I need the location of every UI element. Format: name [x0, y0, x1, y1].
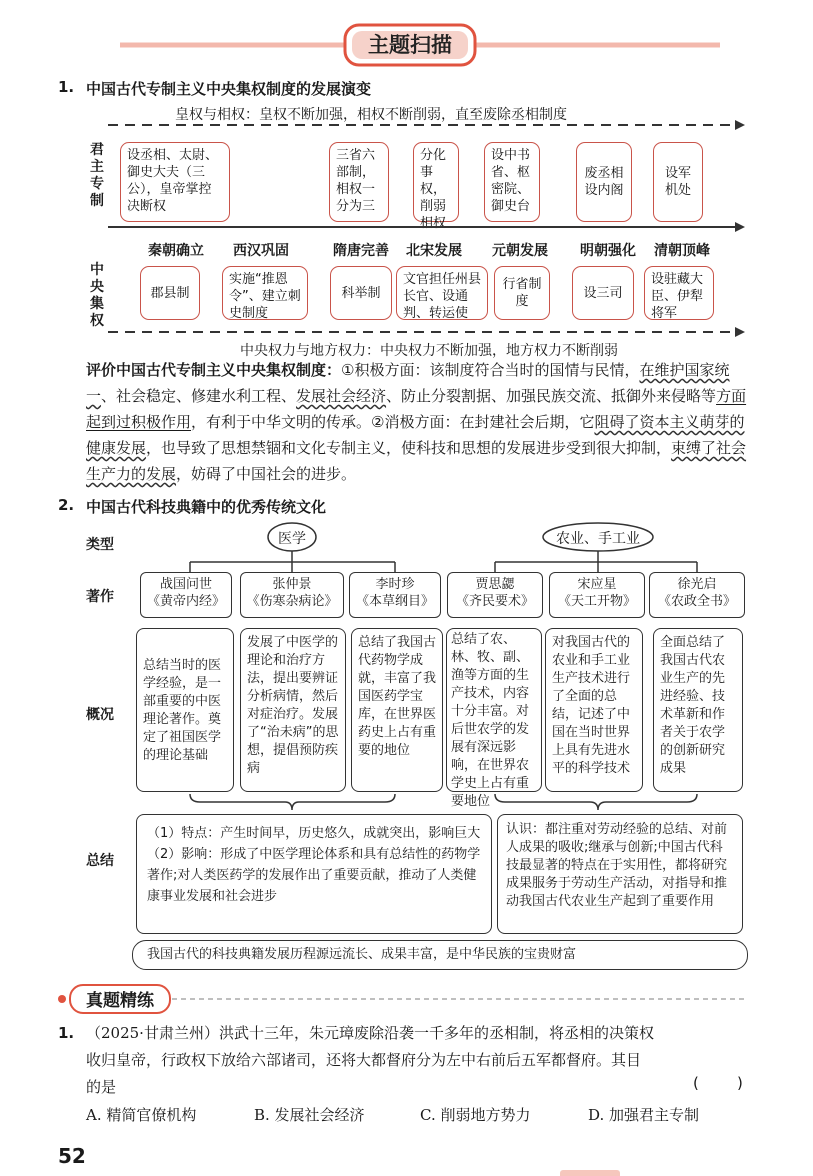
- era-yuan: 元朝发展: [492, 243, 548, 259]
- eval-text-4: ，有利于中华文明的传承。②消极方面：在封建社会后期，它: [191, 413, 595, 431]
- question-stem: [86, 1020, 756, 1101]
- overview-huangdi: 总结当时的医学经验，是一部重要的中医理论著作。奠定了祖国医学的理论基础: [136, 628, 234, 792]
- answer-blank[interactable]: ( ): [693, 1074, 743, 1092]
- label-type: 类型: [86, 537, 114, 553]
- book-author: 张仲景: [272, 577, 312, 592]
- page-number: 52: [58, 1144, 86, 1168]
- type-tree-connectors: [0, 520, 813, 576]
- box-qing-monarchy: 设军机处: [653, 142, 703, 222]
- box-han-central: 实施“推恩令”、建立刺史制度: [222, 266, 308, 320]
- bottom-tab-decoration: [560, 1170, 620, 1176]
- evaluation-paragraph: [86, 357, 756, 487]
- eval-text-6: ，妨碍了中国社会的进步。: [176, 465, 357, 483]
- summary-braces: [0, 792, 813, 816]
- option-a[interactable]: A. 精简官僚机构: [86, 1106, 197, 1124]
- summary-features: （1）特点：产生时间早，历史悠久，成就突出，影响巨大: [147, 826, 481, 841]
- option-c[interactable]: C. 削弱地方势力: [420, 1106, 531, 1124]
- eval-text-3: 、防止分裂割据、加强民族交流、抵御外来侵略等: [386, 387, 717, 405]
- box-song-central: 文官担任州县长官、设通判、转运使: [396, 266, 488, 320]
- box-qing-central: 设驻藏大臣、伊犁将军: [644, 266, 714, 320]
- question-source: （2025·甘肃兰州）: [86, 1024, 219, 1042]
- section1-heading: 中国古代专制主义中央集权制度的发展演变: [86, 80, 372, 98]
- book-title: 《齐民要术》: [455, 594, 534, 609]
- box-suitang-monarchy: 三省六部制，相权一分为三: [329, 142, 389, 222]
- overview-tiangong: 对我国古代的农业和手工业生产技术进行了全面的总结，记述了中国在当时世界上具有先进水平的科学技术: [545, 628, 643, 792]
- section2-number: 2.: [58, 496, 75, 514]
- eval-key-economy: 发展社会经济: [296, 387, 387, 405]
- summary-influence: （2）影响：形成了中医学理论体系和具有总结性的药物学著作;对人类医药学的发展作出了重要贡献，推动了人类健康事业发展和社会进步: [147, 847, 481, 904]
- option-d[interactable]: D. 加强君主专制: [588, 1106, 700, 1124]
- label-works: 著作: [86, 589, 114, 605]
- book-huangdi-neijing: [140, 572, 232, 618]
- book-title: 《伤寒杂病论》: [246, 594, 338, 609]
- eval-key-capitalism: 阻碍了资本主义萌芽的健康发展: [86, 413, 745, 457]
- overview-shanghan: 发展了中医学的理论和治疗方法，提出要辨证分析病情，然后对症治疗。发展了“治未病”的思想，提倡预防疾病: [240, 628, 346, 792]
- book-tiangong: [549, 572, 645, 618]
- book-title: 《农政全书》: [657, 594, 736, 609]
- bottom-arrow-label: 中央权力与地方权力：中央权力不断加强，地方权力不断削弱: [240, 343, 618, 359]
- evaluation-title: 评价中国古代专制主义中央集权制度：: [86, 361, 342, 379]
- box-ming-monarchy: 废丞相设内阁: [576, 142, 632, 222]
- row-label-monarchy: 君主专制: [90, 142, 104, 209]
- top-dashed-arrow: [0, 118, 813, 132]
- option-b[interactable]: B. 发展社会经济: [254, 1106, 365, 1124]
- eval-text-1: ①积极方面：该制度符合当时的国情与民情，: [341, 361, 640, 379]
- conclusion-banner: 我国古代的科技典籍发展历程源远流长、成果丰富，是中华民族的宝贵财富: [132, 940, 748, 970]
- question-line3: 的是: [86, 1078, 117, 1096]
- type-medicine: 医学: [278, 531, 306, 547]
- book-author: 贾思勰: [475, 577, 515, 592]
- section1-number: 1.: [58, 78, 75, 96]
- overview-qimin: 总结了农、林、牧、副、渔等方面的生产技术，内容十分丰富。对后世农学的发展有深远影响，在世界农学史上占有重要地位: [446, 628, 542, 792]
- book-author: 战国问世: [159, 577, 212, 592]
- page-title: 主题扫描: [368, 33, 452, 57]
- label-overview: 概况: [86, 707, 114, 723]
- question-number: 1.: [58, 1024, 75, 1042]
- box-qin-monarchy: 设丞相、太尉、御史大夫（三公），皇帝掌控决断权: [120, 142, 230, 222]
- bottom-dashed-arrow: [0, 325, 813, 339]
- eval-key-positive: 方面起到过积极作用: [86, 387, 747, 431]
- era-sui-tang: 隋唐完善: [333, 243, 389, 259]
- book-qimin: [447, 572, 543, 618]
- box-yuan-monarchy: 设中书省、枢密院、御史台: [484, 142, 540, 222]
- type-agriculture: 农业、手工业: [556, 531, 640, 547]
- eval-key-unity: 在维护国家统一: [86, 361, 730, 405]
- box-song-monarchy: 分化事权，削弱相权: [413, 142, 459, 222]
- era-qing: 清朝顶峰: [654, 243, 710, 259]
- eval-text-5: ，也导致了思想禁锢和文化专制主义，使科技和思想的发展进步受到很大抑制，: [146, 439, 672, 457]
- book-author: 徐光启: [677, 577, 717, 592]
- book-nongzheng: [649, 572, 745, 618]
- book-title: 《黄帝内经》: [146, 594, 225, 609]
- era-ming: 明朝强化: [580, 243, 636, 259]
- row-label-centralization: 中央集权: [90, 262, 104, 329]
- book-author: 宋应星: [577, 577, 617, 592]
- summary-agriculture: 认识：都注重对劳动经验的总结、对前人成果的吸收;继承与创新;中国古代科技最显著的特点在于实用性，都将研究成果服务于劳动生产活动，对指导和推动我国古代农业生产起到了重要作用: [497, 814, 743, 934]
- eval-text-2: 、社会稳定、修建水利工程、: [101, 387, 297, 405]
- eval-key-productivity: 束缚了社会生产力的发展: [86, 439, 747, 483]
- top-arrow-label: 皇权与相权：皇权不断加强，相权不断削弱，直至废除丞相制度: [175, 107, 567, 123]
- summary-medicine: [136, 814, 492, 934]
- practice-title: 真题精练: [86, 991, 154, 1011]
- label-summary: 总结: [86, 853, 114, 869]
- question-line2: 收归皇帝，行政权下放给六部诸司，还将大都督府分为左中右前后五军都督府。其目: [86, 1051, 642, 1069]
- overview-nongzheng: 全面总结了我国古代农业生产的先进经验、技术革新和作者关于农学的创新研究成果: [653, 628, 743, 792]
- book-shanghan: [240, 572, 344, 618]
- box-ming-central: 设三司: [572, 266, 634, 320]
- box-yuan-central: 行省制度: [494, 266, 550, 320]
- era-northern-song: 北宋发展: [406, 243, 462, 259]
- overview-bencao: 总结了我国古代药物学成就，丰富了我国医药学宝库，在世界医药史上占有重要的地位: [351, 628, 443, 792]
- book-author: 李时珍: [375, 577, 415, 592]
- book-bencao: [349, 572, 441, 618]
- box-suitang-central: 科举制: [330, 266, 392, 320]
- question-line1: 洪武十三年，朱元璋废除沿袭一千多年的丞相制，将丞相的决策权: [218, 1024, 654, 1042]
- section2-heading: 中国古代科技典籍中的优秀传统文化: [86, 498, 327, 516]
- timeline-line: [0, 220, 813, 236]
- box-qin-central: 郡县制: [140, 266, 200, 320]
- era-qin: 秦朝确立: [148, 243, 204, 259]
- book-title: 《本草纲目》: [355, 594, 434, 609]
- book-title: 《天工开物》: [557, 594, 636, 609]
- era-western-han: 西汉巩固: [233, 243, 289, 259]
